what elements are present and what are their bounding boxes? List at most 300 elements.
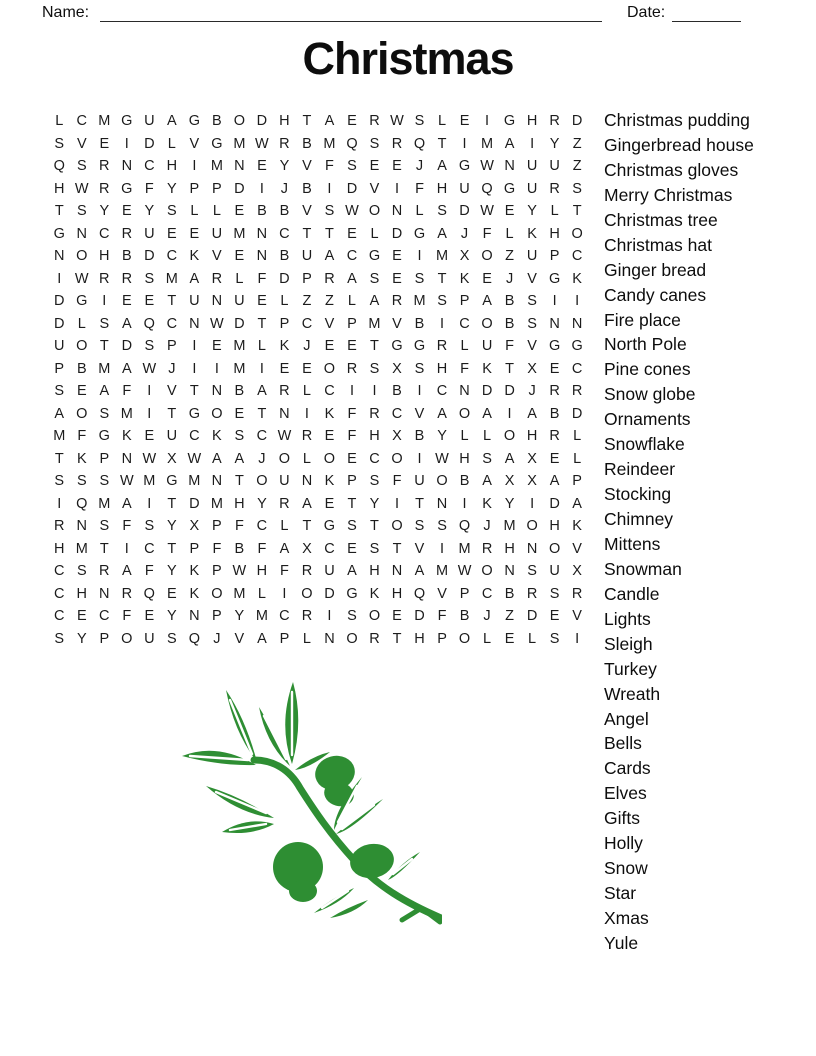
date-label: Date: <box>627 4 666 21</box>
grid-row <box>48 380 589 403</box>
grid-letter: M <box>255 608 268 625</box>
word-list-item: Candle <box>604 583 660 604</box>
grid-letter: T <box>572 203 582 220</box>
grid-letter: H <box>414 630 425 647</box>
grid-letter: C <box>166 315 178 332</box>
grid-letter: C <box>481 585 493 602</box>
grid-letter: I <box>102 293 107 310</box>
grid-letter: R <box>99 158 110 175</box>
grid-letter: T <box>347 495 357 512</box>
grid-letter: N <box>324 630 335 647</box>
word-list-item: Star <box>604 883 637 904</box>
word-list-item: Christmas gloves <box>604 159 739 180</box>
grid-letter: B <box>76 360 87 377</box>
grid-letter: C <box>279 608 290 625</box>
grid-letter: C <box>54 563 65 580</box>
grid-letter: G <box>413 338 426 355</box>
grid-letter: C <box>324 540 335 557</box>
grid-letter: B <box>504 293 515 310</box>
grid-letter: N <box>121 158 133 175</box>
word-list-item: Elves <box>604 783 647 804</box>
grid-letter: Y <box>369 495 380 512</box>
grid-letter: P <box>437 630 447 647</box>
grid-letter: A <box>437 405 447 422</box>
grid-letter: C <box>76 113 88 129</box>
grid-letter: O <box>256 473 268 490</box>
date-write-line <box>672 2 741 22</box>
grid-letter: E <box>549 608 560 625</box>
grid-row <box>48 223 589 246</box>
grid-letter: E <box>234 248 245 265</box>
grid-letter: K <box>459 270 470 287</box>
grid-letter: W <box>457 563 472 580</box>
grid-letter: Y <box>99 203 110 220</box>
grid-letter: E <box>76 608 87 625</box>
grid-letter: C <box>99 608 110 625</box>
word-list-item: Snow globe <box>604 384 696 405</box>
grid-letter: R <box>121 585 133 602</box>
grid-letter: G <box>166 473 178 490</box>
word-list-item: Ginger bread <box>604 259 707 280</box>
grid-letter: I <box>147 405 152 422</box>
grid-letter: P <box>572 473 582 490</box>
grid-letter: E <box>279 360 290 377</box>
grid-letter: T <box>437 270 447 287</box>
olive-branch-icon <box>162 660 442 932</box>
grid-letter: V <box>234 630 245 647</box>
grid-letter: M <box>53 428 66 445</box>
grid-letter: S <box>347 158 357 175</box>
grid-letter: N <box>391 203 403 220</box>
grid-letter: Q <box>413 585 426 602</box>
grid-letter: O <box>76 248 88 265</box>
grid-letter: R <box>279 135 290 152</box>
word-list-item: Reindeer <box>604 459 676 480</box>
grid-letter: N <box>459 383 470 400</box>
grid-letter: I <box>349 383 354 400</box>
grid-letter: M <box>210 158 223 175</box>
grid-letter: G <box>188 113 200 129</box>
word-list-item: Pine cones <box>604 359 691 380</box>
grid-letter: J <box>460 225 469 242</box>
grid-letter: V <box>189 135 200 152</box>
grid-letter: D <box>279 270 290 287</box>
grid-letter: L <box>302 450 311 467</box>
grid-letter: O <box>548 540 561 557</box>
word-list-item: Candy canes <box>604 284 707 305</box>
grid-letter: I <box>485 113 490 129</box>
grid-letter: Q <box>53 158 65 175</box>
grid-letter: W <box>255 135 269 152</box>
grid-letter: S <box>99 405 110 422</box>
grid-letter: K <box>212 428 222 445</box>
grid-letter: D <box>234 180 245 197</box>
grid-letter: A <box>369 293 380 310</box>
grid-row <box>48 313 589 336</box>
grid-letter: C <box>99 225 110 242</box>
grid-letter: S <box>414 360 425 377</box>
grid-letter: S <box>347 608 357 625</box>
grid-letter: N <box>504 158 515 175</box>
grid-letter: A <box>212 450 222 467</box>
grid-letter: X <box>189 518 200 535</box>
grid-letter: Q <box>143 585 155 602</box>
grid-letter: O <box>481 563 493 580</box>
grid-letter: H <box>166 158 178 175</box>
grid-letter: L <box>280 518 289 535</box>
grid-letter: K <box>189 248 200 265</box>
grid-letter: H <box>436 180 448 197</box>
grid-letter: U <box>526 248 538 265</box>
grid-letter: I <box>530 135 535 152</box>
grid-letter: R <box>121 225 133 242</box>
grid-letter: L <box>302 630 311 647</box>
grid-letter: E <box>167 585 177 602</box>
grid-letter: B <box>392 383 402 400</box>
grid-letter: M <box>233 585 246 602</box>
grid-letter: R <box>324 270 335 287</box>
grid-letter: K <box>279 338 290 355</box>
word-list-item: Bells <box>604 733 642 754</box>
grid-letter: W <box>435 450 449 467</box>
grid-row <box>48 358 589 381</box>
grid-letter: S <box>99 315 110 332</box>
grid-letter: H <box>76 585 88 602</box>
grid-letter: A <box>482 293 492 310</box>
grid-row <box>48 448 589 471</box>
grid-letter: V <box>324 315 335 332</box>
grid-letter: F <box>257 540 267 557</box>
grid-letter: U <box>324 563 335 580</box>
grid-letter: S <box>572 180 582 197</box>
grid-letter: W <box>480 203 494 220</box>
grid-letter: P <box>279 630 290 647</box>
grid-letter: S <box>167 203 177 220</box>
grid-letter: R <box>549 113 560 129</box>
grid-letter: N <box>76 518 88 535</box>
grid-letter: O <box>346 630 358 647</box>
grid-letter: S <box>54 135 65 152</box>
grid-letter: P <box>54 360 65 377</box>
grid-letter: L <box>235 270 244 287</box>
grid-letter: I <box>259 180 264 197</box>
grid-letter: R <box>54 518 65 535</box>
olive-branch-illustration <box>162 660 442 932</box>
grid-letter: V <box>527 338 537 355</box>
grid-letter: R <box>369 113 380 129</box>
grid-letter: G <box>121 180 133 197</box>
grid-row <box>48 110 589 133</box>
grid-letter: X <box>527 473 537 490</box>
grid-letter: H <box>99 248 110 265</box>
grid-letter: O <box>301 585 313 602</box>
grid-letter: T <box>302 518 312 535</box>
grid-letter: E <box>302 360 312 377</box>
grid-letter: H <box>54 540 65 557</box>
grid-letter: V <box>76 135 87 152</box>
word-list-item: Fire place <box>604 309 681 330</box>
grid-letter: U <box>144 113 155 129</box>
grid-letter: Q <box>458 518 471 535</box>
grid-letter: X <box>167 450 177 467</box>
grid-letter: C <box>346 248 358 265</box>
grid-row <box>48 268 589 291</box>
grid-letter: Z <box>505 608 514 625</box>
grid-letter: R <box>481 540 493 557</box>
grid-letter: R <box>391 293 403 310</box>
grid-letter: D <box>256 113 268 129</box>
grid-letter: E <box>482 270 492 287</box>
word-list-item: Angel <box>604 708 649 729</box>
grid-letter: G <box>413 225 426 242</box>
grid-letter: T <box>302 113 312 129</box>
grid-letter: S <box>347 518 357 535</box>
grid-letter: I <box>394 180 399 197</box>
grid-letter: E <box>212 338 222 355</box>
grid-letter: D <box>549 495 560 512</box>
word-list-item: Cards <box>604 758 651 779</box>
word-list-item: Christmas hat <box>604 234 712 255</box>
grid-letter: U <box>526 158 538 175</box>
word-list-item: Yule <box>604 932 639 953</box>
word-list-item: Christmas tree <box>604 209 718 230</box>
grid-letter: W <box>74 270 89 287</box>
grid-letter: E <box>392 608 402 625</box>
grid-letter: I <box>327 180 332 197</box>
grid-letter: S <box>76 563 87 580</box>
grid-letter: J <box>415 158 424 175</box>
grid-letter: I <box>192 158 197 175</box>
grid-letter: Y <box>279 158 290 175</box>
grid-letter: K <box>121 428 132 445</box>
grid-letter: A <box>347 270 357 287</box>
grid-letter: Y <box>167 180 177 197</box>
grid-letter: A <box>54 405 65 422</box>
grid-letter: T <box>234 473 244 490</box>
grid-letter: K <box>572 518 582 535</box>
grid-letter: H <box>369 563 380 580</box>
word-list-item: Snow <box>604 858 648 879</box>
grid-letter: A <box>257 383 267 400</box>
grid-letter: D <box>459 203 470 220</box>
word-list-item: Chimney <box>604 509 674 529</box>
grid-letter: W <box>480 158 494 175</box>
grid-letter: Y <box>167 518 177 535</box>
grid-letter: B <box>212 113 222 129</box>
grid-letter: T <box>392 540 402 557</box>
grid-letter: S <box>54 473 65 490</box>
grid-letter: L <box>212 203 221 220</box>
grid-letter: A <box>121 495 132 512</box>
grid-letter: A <box>324 248 335 265</box>
grid-letter: S <box>167 630 177 647</box>
grid-letter: X <box>392 360 402 377</box>
grid-letter: U <box>211 225 223 242</box>
grid-letter: C <box>459 315 470 332</box>
grid-letter: E <box>257 158 267 175</box>
grid-letter: G <box>458 158 471 175</box>
grid-letter: L <box>190 203 199 220</box>
grid-letter: I <box>507 405 512 422</box>
grid-letter: O <box>76 338 88 355</box>
grid-letter: C <box>189 428 200 445</box>
grid-letter: H <box>279 113 290 129</box>
name-label: Name: <box>42 4 90 21</box>
grid-letter: A <box>121 315 132 332</box>
grid-letter: B <box>549 405 560 422</box>
grid-letter: R <box>301 563 313 580</box>
grid-letter: F <box>122 383 132 400</box>
grid-letter: M <box>503 518 516 535</box>
grid-letter: F <box>460 360 469 377</box>
grid-letter: T <box>392 630 402 647</box>
grid-letter: R <box>346 360 358 377</box>
grid-letter: P <box>99 450 110 467</box>
grid-letter: G <box>76 293 88 310</box>
grid-letter: S <box>527 315 537 332</box>
grid-letter: N <box>121 450 133 467</box>
grid-letter: S <box>144 518 155 535</box>
grid-letter: Y <box>167 608 177 625</box>
grid-letter: L <box>573 450 582 467</box>
grid-letter: E <box>167 225 177 242</box>
grid-letter: Q <box>346 135 358 152</box>
grid-letter: F <box>415 180 424 197</box>
grid-letter: T <box>370 518 379 535</box>
grid-letter: P <box>459 293 470 310</box>
grid-letter: C <box>166 248 178 265</box>
grid-letter: I <box>575 293 580 310</box>
grid-letter: E <box>369 158 380 175</box>
grid-letter: W <box>142 450 157 467</box>
word-list-item: Gingerbread house <box>604 134 754 155</box>
grid-letter: C <box>144 540 155 557</box>
grid-row <box>48 560 589 583</box>
grid-letter: E <box>234 203 245 220</box>
grid-letter: E <box>392 158 402 175</box>
grid-letter: A <box>527 405 537 422</box>
grid-letter: A <box>189 270 200 287</box>
grid-letter: L <box>483 630 492 647</box>
grid-letter: G <box>121 113 133 129</box>
grid-letter: Q <box>481 180 493 197</box>
grid-letter: L <box>483 428 492 445</box>
grid-letter: B <box>234 540 245 557</box>
grid-letter: P <box>212 608 222 625</box>
grid-letter: N <box>256 248 268 265</box>
grid-letter: A <box>504 135 515 152</box>
grid-letter: K <box>324 405 335 422</box>
grid-letter: O <box>458 405 471 422</box>
grid-letter: C <box>279 225 290 242</box>
grid-letter: G <box>323 518 336 535</box>
grid-letter: S <box>369 540 380 557</box>
grid-letter: O <box>368 608 381 625</box>
grid-letter: M <box>98 495 111 512</box>
grid-letter: L <box>573 428 582 445</box>
grid-letter: O <box>481 248 493 265</box>
grid-row <box>48 245 589 268</box>
grid-row <box>48 583 589 606</box>
grid-letter: Y <box>167 563 177 580</box>
grid-letter: E <box>459 113 470 129</box>
grid-letter: R <box>99 563 110 580</box>
grid-letter: A <box>121 360 132 377</box>
grid-row <box>48 628 589 651</box>
grid-letter: I <box>417 450 422 467</box>
grid-letter: I <box>530 495 535 512</box>
grid-letter: A <box>482 405 492 422</box>
grid-letter: Y <box>437 428 447 445</box>
grid-letter: U <box>144 630 155 647</box>
grid-letter: R <box>301 608 313 625</box>
grid-letter: E <box>504 630 515 647</box>
grid-letter: S <box>369 360 380 377</box>
grid-letter: R <box>121 270 133 287</box>
grid-letter: K <box>189 563 200 580</box>
grid-letter: S <box>482 450 492 467</box>
grid-letter: L <box>257 338 266 355</box>
grid-letter: R <box>549 428 560 445</box>
word-list-item: Snowman <box>604 558 682 579</box>
grid-letter: N <box>189 315 200 332</box>
grid-letter: P <box>302 270 312 287</box>
grid-letter: B <box>279 203 290 220</box>
grid-letter: G <box>53 225 65 242</box>
grid-letter: J <box>483 608 491 625</box>
grid-letter: F <box>212 540 222 557</box>
grid-letter: O <box>368 203 381 220</box>
grid-letter: A <box>302 495 312 512</box>
grid-letter: V <box>167 383 177 400</box>
grid-letter: W <box>74 180 89 197</box>
grid-letter: U <box>54 338 65 355</box>
grid-letter: O <box>391 450 403 467</box>
grid-letter: N <box>549 315 560 332</box>
grid-letter: Q <box>413 135 426 152</box>
grid-letter: U <box>301 248 313 265</box>
grid-letter: O <box>458 630 471 647</box>
grid-letter: J <box>258 450 266 467</box>
grid-letter: Q <box>188 630 200 647</box>
grid-letter: G <box>548 270 561 287</box>
grid-row <box>48 133 589 156</box>
grid-letter: S <box>76 473 87 490</box>
grid-letter: O <box>481 315 493 332</box>
grid-letter: L <box>347 293 356 310</box>
grid-letter: U <box>234 293 245 310</box>
grid-letter: F <box>144 563 154 580</box>
grid-letter: R <box>99 180 110 197</box>
grid-letter: G <box>571 338 583 355</box>
word-list-item: Ornaments <box>604 409 691 430</box>
grid-letter: E <box>549 360 560 377</box>
grid-letter: M <box>75 540 88 557</box>
grid-letter: K <box>482 360 492 377</box>
grid-letter: A <box>257 630 267 647</box>
grid-letter: C <box>301 315 313 332</box>
grid-letter: Y <box>144 203 155 220</box>
grid-letter: L <box>257 585 266 602</box>
word-list-item: Stocking <box>604 484 672 505</box>
grid-letter: T <box>99 540 109 557</box>
grid-letter: V <box>392 315 402 332</box>
grid-row <box>48 290 589 313</box>
grid-letter: F <box>257 270 267 287</box>
grid-letter: K <box>527 225 537 242</box>
grid-letter: X <box>527 450 537 467</box>
grid-letter: J <box>303 338 311 355</box>
